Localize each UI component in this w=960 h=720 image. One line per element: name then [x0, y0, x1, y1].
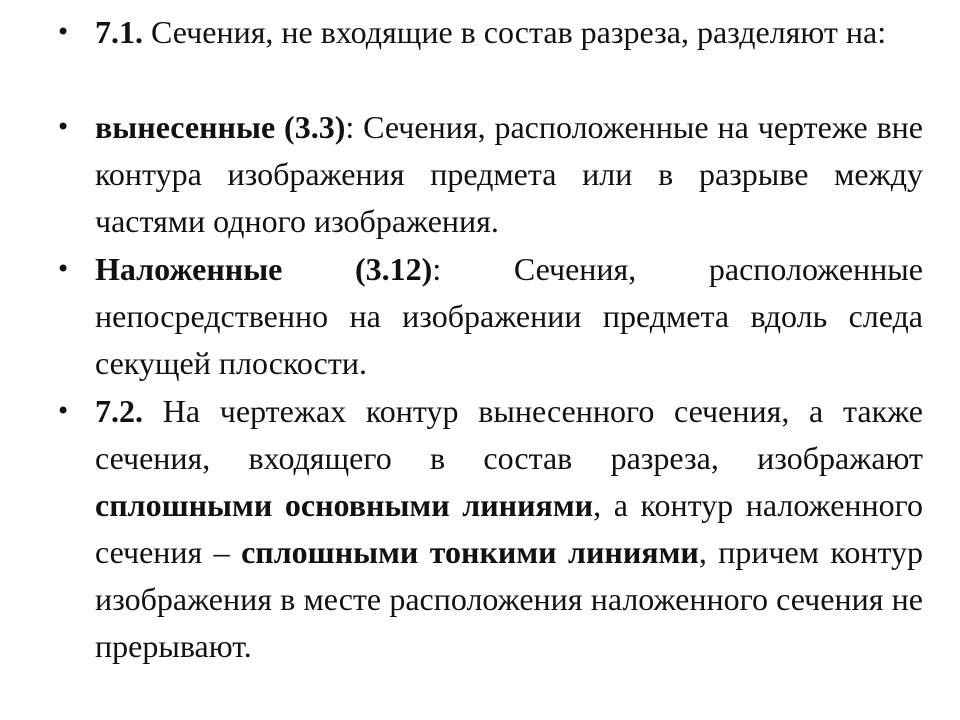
bullet-item-7-2 — [56, 388, 924, 670]
item-lead: 7.1. — [95, 14, 143, 50]
item-text: , а контур наложенного сечения – — [95, 487, 924, 570]
bullet-item-7-1 — [56, 9, 923, 56]
item-lead: 7.2. — [95, 393, 143, 429]
item-lead: Наложенные (3.12) — [95, 251, 433, 287]
item-bold-phrase: сплошными основными линиями — [95, 487, 594, 523]
item-text: : Сечения, расположенные на чертеже вне контура изображения предмета или в разрыве между частями одного изображения. — [95, 109, 924, 239]
item-text: : Сечения, расположенные непосредственно на изображении предмета вдоль следа секущей плоскости. — [95, 251, 924, 381]
item-lead: вынесенные (3.3) — [95, 109, 346, 145]
bullet-item-nalozhennye — [56, 246, 924, 387]
item-text: На чертежах контур вынесенного сечения, а также сечения, входящего в состав разреза, изображают — [95, 393, 923, 476]
bullet-icon: • — [56, 18, 71, 46]
bullet-icon: • — [56, 113, 71, 141]
bullet-item-vynesennye — [56, 104, 924, 245]
item-text: , причем контур изображения в месте расположения наложенного сечения не прерывают. — [95, 534, 924, 664]
item-text: Сечения, не входящие в состав разреза, разделяют на: — [143, 14, 887, 50]
bullet-icon: • — [56, 255, 71, 283]
item-bold-phrase: сплошными тонкими линиями — [241, 534, 699, 570]
bullet-icon: • — [56, 397, 71, 425]
